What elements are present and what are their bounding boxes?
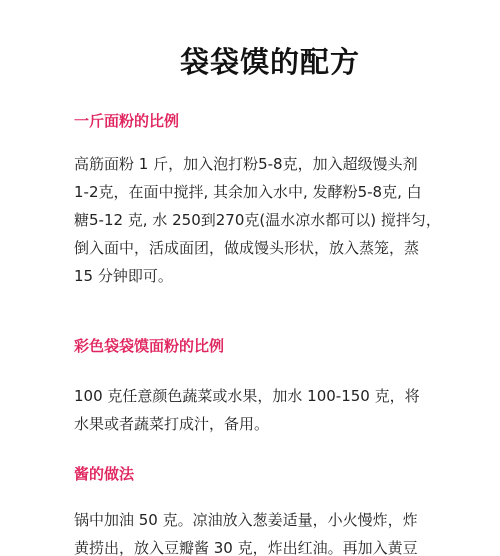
section-body-one-jin-flour [74,150,441,290]
section-heading-sauce: 酱的做法 [74,465,135,483]
paragraph-line: 倒入面中，活成面团，做成馒头形状，放入蒸笼，蒸 [74,239,420,257]
section-heading-colored-flour: 彩色袋袋馍面粉的比例 [74,337,225,355]
section-body-sauce [74,506,436,556]
paragraph-line: 锅中加油 50 克。凉油放入葱姜适量，小火慢炸，炸 [74,511,418,529]
page-title: 袋袋馍的配方 [179,45,360,79]
section-body-colored-flour [74,382,436,438]
paragraph-line: 水果或者蔬菜打成汁，备用。 [74,415,270,433]
section-heading-one-jin-flour: 一斤面粉的比例 [74,112,180,130]
paragraph-line: 100 克任意颜色蔬菜或水果，加水 100-150 克，将 [74,387,420,405]
paragraph-line: 15 分钟即可。 [74,267,173,285]
paragraph-line: 高筋面粉 1 斤，加入泡打粉5-8克，加入超级馒头剂 [74,155,418,173]
paragraph-line: 糖5-12 克, 水 250到270克(温水凉水都可以) 搅拌匀， [74,211,441,229]
paragraph-line: 黄捞出，放入豆瓣酱 30 克，炸出红油。再加入黄豆 [74,539,418,556]
paragraph-line: 1-2克，在面中搅拌, 其余加入水中, 发酵粉5-8克, 白 [74,183,422,201]
